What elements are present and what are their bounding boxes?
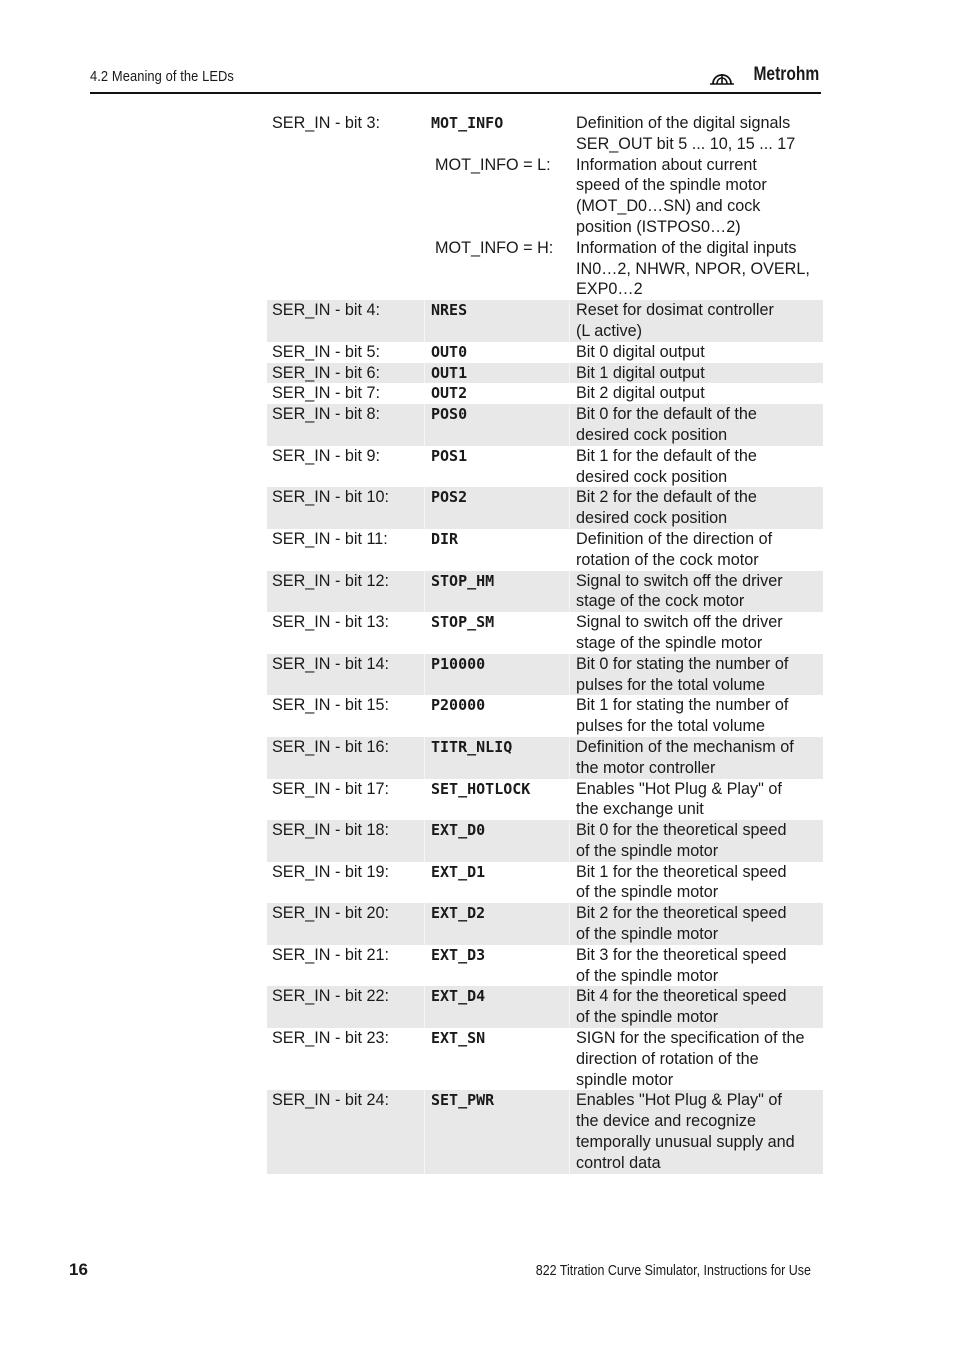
signal-name-cell: SET_PWR [425, 1090, 570, 1173]
signal-description-cell: Bit 0 digital output [576, 342, 705, 361]
signal-bit-cell: SER_IN - bit 16: [267, 737, 425, 779]
page-number: 16 [69, 1260, 88, 1279]
table-row [267, 404, 823, 446]
signal-name-cell: SET_HOTLOCK [431, 779, 531, 798]
signal-name-cell: EXT_D0 [425, 820, 570, 862]
signal-name-cell: MOT_INFO = H: [435, 238, 554, 257]
signal-description-cell: Bit 2 for the theoretical speed of the spindle motor [576, 904, 787, 944]
signal-bit-cell [267, 155, 425, 238]
table-row [267, 654, 823, 696]
table-row [267, 342, 823, 363]
signal-name-cell: MOT_INFO [431, 114, 504, 132]
signal-description-cell: Reset for dosimat controller (L active) [576, 301, 774, 340]
signal-description-cell: Definition of the mechanism of the motor controller [576, 737, 794, 777]
signal-description-cell: Information of the digital inputs IN0…2, NHWR, NPOR, OVERL, EXP0…2 [576, 238, 810, 299]
signal-bit-cell: SER_IN - bit 15: [272, 696, 389, 715]
table-row [267, 113, 823, 155]
signal-name-cell: EXT_D2 [425, 903, 570, 945]
signal-name-cell: EXT_D1 [431, 862, 486, 881]
table-row [267, 529, 823, 571]
table-row [267, 487, 823, 529]
signal-name-cell: EXT_SN [431, 1029, 486, 1048]
signal-bit-cell: SER_IN - bit 9: [272, 446, 380, 465]
signal-bit-cell: SER_IN - bit 24: [267, 1090, 425, 1173]
table-row [267, 1090, 823, 1173]
signal-bit-cell: SER_IN - bit 5: [272, 342, 380, 361]
signal-description-cell: Bit 2 digital output [576, 384, 705, 403]
signal-bit-cell: SER_IN - bit 18: [267, 820, 425, 862]
table-row [267, 862, 823, 904]
signal-bit-cell [267, 238, 425, 300]
signal-description-cell: Bit 2 for the default of the desired cock position [576, 488, 757, 528]
table-row [267, 903, 823, 945]
signal-name-cell: P10000 [425, 654, 570, 696]
signal-name-cell: TITR_NLIQ [425, 737, 570, 779]
table-row [267, 820, 823, 862]
signal-description-cell: Enables "Hot Plug & Play" of the device and recognize temporally unusual supply and control data [576, 1091, 795, 1172]
table-row [267, 986, 823, 1028]
signal-bit-cell: SER_IN - bit 10: [267, 487, 425, 529]
signal-description-cell: Signal to switch off the driver stage of the cock motor [576, 571, 783, 611]
signal-bit-cell: SER_IN - bit 19: [272, 862, 389, 881]
signal-name-cell: EXT_D4 [425, 986, 570, 1028]
signal-bit-cell: SER_IN - bit 13: [272, 613, 389, 632]
signal-name-cell: POS2 [425, 487, 570, 529]
signal-description-cell: Bit 4 for the theoretical speed of the spindle motor [576, 987, 787, 1027]
signal-name-cell: MOT_INFO = L: [435, 155, 551, 174]
signal-description-cell: Information about current speed of the spindle motor (MOT_D0…SN) and cock position (ISTPOS0…2) [576, 155, 767, 236]
signal-table [267, 113, 823, 1174]
signal-description-cell: Signal to switch off the driver stage of the spindle motor [576, 613, 783, 652]
signal-name-cell: OUT2 [431, 384, 468, 403]
signal-description-cell: Definition of the direction of rotation of the cock motor [576, 529, 773, 569]
signal-name-cell: DIR [431, 529, 459, 548]
signal-bit-cell: SER_IN - bit 11: [272, 529, 388, 548]
metrohm-logo-icon [709, 64, 735, 86]
signal-description-cell: Bit 0 for the theoretical speed of the spindle motor [576, 821, 787, 860]
table-row [267, 155, 823, 238]
signal-description-cell: Bit 1 for stating the number of pulses for the total volume [576, 696, 789, 736]
signal-name-cell: POS1 [431, 446, 468, 465]
signal-name-cell: STOP_SM [431, 613, 495, 632]
table-row [267, 446, 823, 488]
signal-bit-cell: SER_IN - bit 3: [272, 114, 380, 132]
table-row [267, 363, 823, 384]
signal-name-cell: POS0 [425, 404, 570, 446]
signal-name-cell: OUT1 [425, 363, 570, 384]
document-title: 822 Titration Curve Simulator, Instructions for Use [535, 1263, 811, 1279]
signal-name-cell: OUT0 [431, 342, 468, 361]
table-row [267, 612, 823, 654]
signal-bit-cell: SER_IN - bit 21: [272, 945, 389, 964]
brand-name: Metrohm [753, 64, 819, 85]
signal-description-cell: Bit 0 for stating the number of pulses for the total volume [576, 654, 789, 694]
signal-name-cell: STOP_HM [425, 571, 570, 613]
signal-description-cell: Bit 3 for the theoretical speed of the spindle motor [576, 945, 787, 985]
signal-description-cell: Bit 1 for the default of the desired cock position [576, 446, 757, 486]
signal-bit-cell: SER_IN - bit 4: [267, 300, 425, 342]
table-row [267, 300, 823, 342]
signal-name-cell: EXT_D3 [431, 945, 486, 964]
signal-name-cell: NRES [425, 300, 570, 342]
table-row [267, 1028, 823, 1090]
signal-description-cell: Definition of the digital signals SER_OUT bit 5 ... 10, 15 ... 17 [576, 114, 796, 153]
table-row [267, 238, 823, 300]
signal-bit-cell: SER_IN - bit 6: [267, 363, 425, 384]
signal-bit-cell: SER_IN - bit 7: [272, 384, 380, 403]
signal-bit-cell: SER_IN - bit 8: [267, 404, 425, 446]
signal-name-cell: P20000 [431, 696, 486, 715]
signal-bit-cell: SER_IN - bit 17: [272, 779, 389, 798]
table-row [267, 695, 823, 737]
signal-bit-cell: SER_IN - bit 14: [267, 654, 425, 696]
table-row [267, 945, 823, 987]
signal-description-cell: Bit 1 digital output [576, 363, 705, 382]
signal-bit-cell: SER_IN - bit 23: [272, 1029, 389, 1048]
section-title: 4.2 Meaning of the LEDs [90, 68, 234, 85]
table-row [267, 737, 823, 779]
brand-logo [709, 62, 819, 88]
table-row [267, 571, 823, 613]
signal-description-cell: SIGN for the specification of the direction of rotation of the spindle motor [576, 1029, 805, 1089]
signal-bit-cell: SER_IN - bit 22: [267, 986, 425, 1028]
signal-description-cell: Bit 1 for the theoretical speed of the spindle motor [576, 862, 787, 902]
signal-bit-cell: SER_IN - bit 12: [267, 571, 425, 613]
table-row [267, 779, 823, 821]
signal-description-cell: Bit 0 for the default of the desired cock position [576, 405, 757, 444]
table-row [267, 383, 823, 404]
page-header [90, 62, 821, 94]
signal-description-cell: Enables "Hot Plug & Play" of the exchange unit [576, 779, 782, 819]
signal-bit-cell: SER_IN - bit 20: [267, 903, 425, 945]
